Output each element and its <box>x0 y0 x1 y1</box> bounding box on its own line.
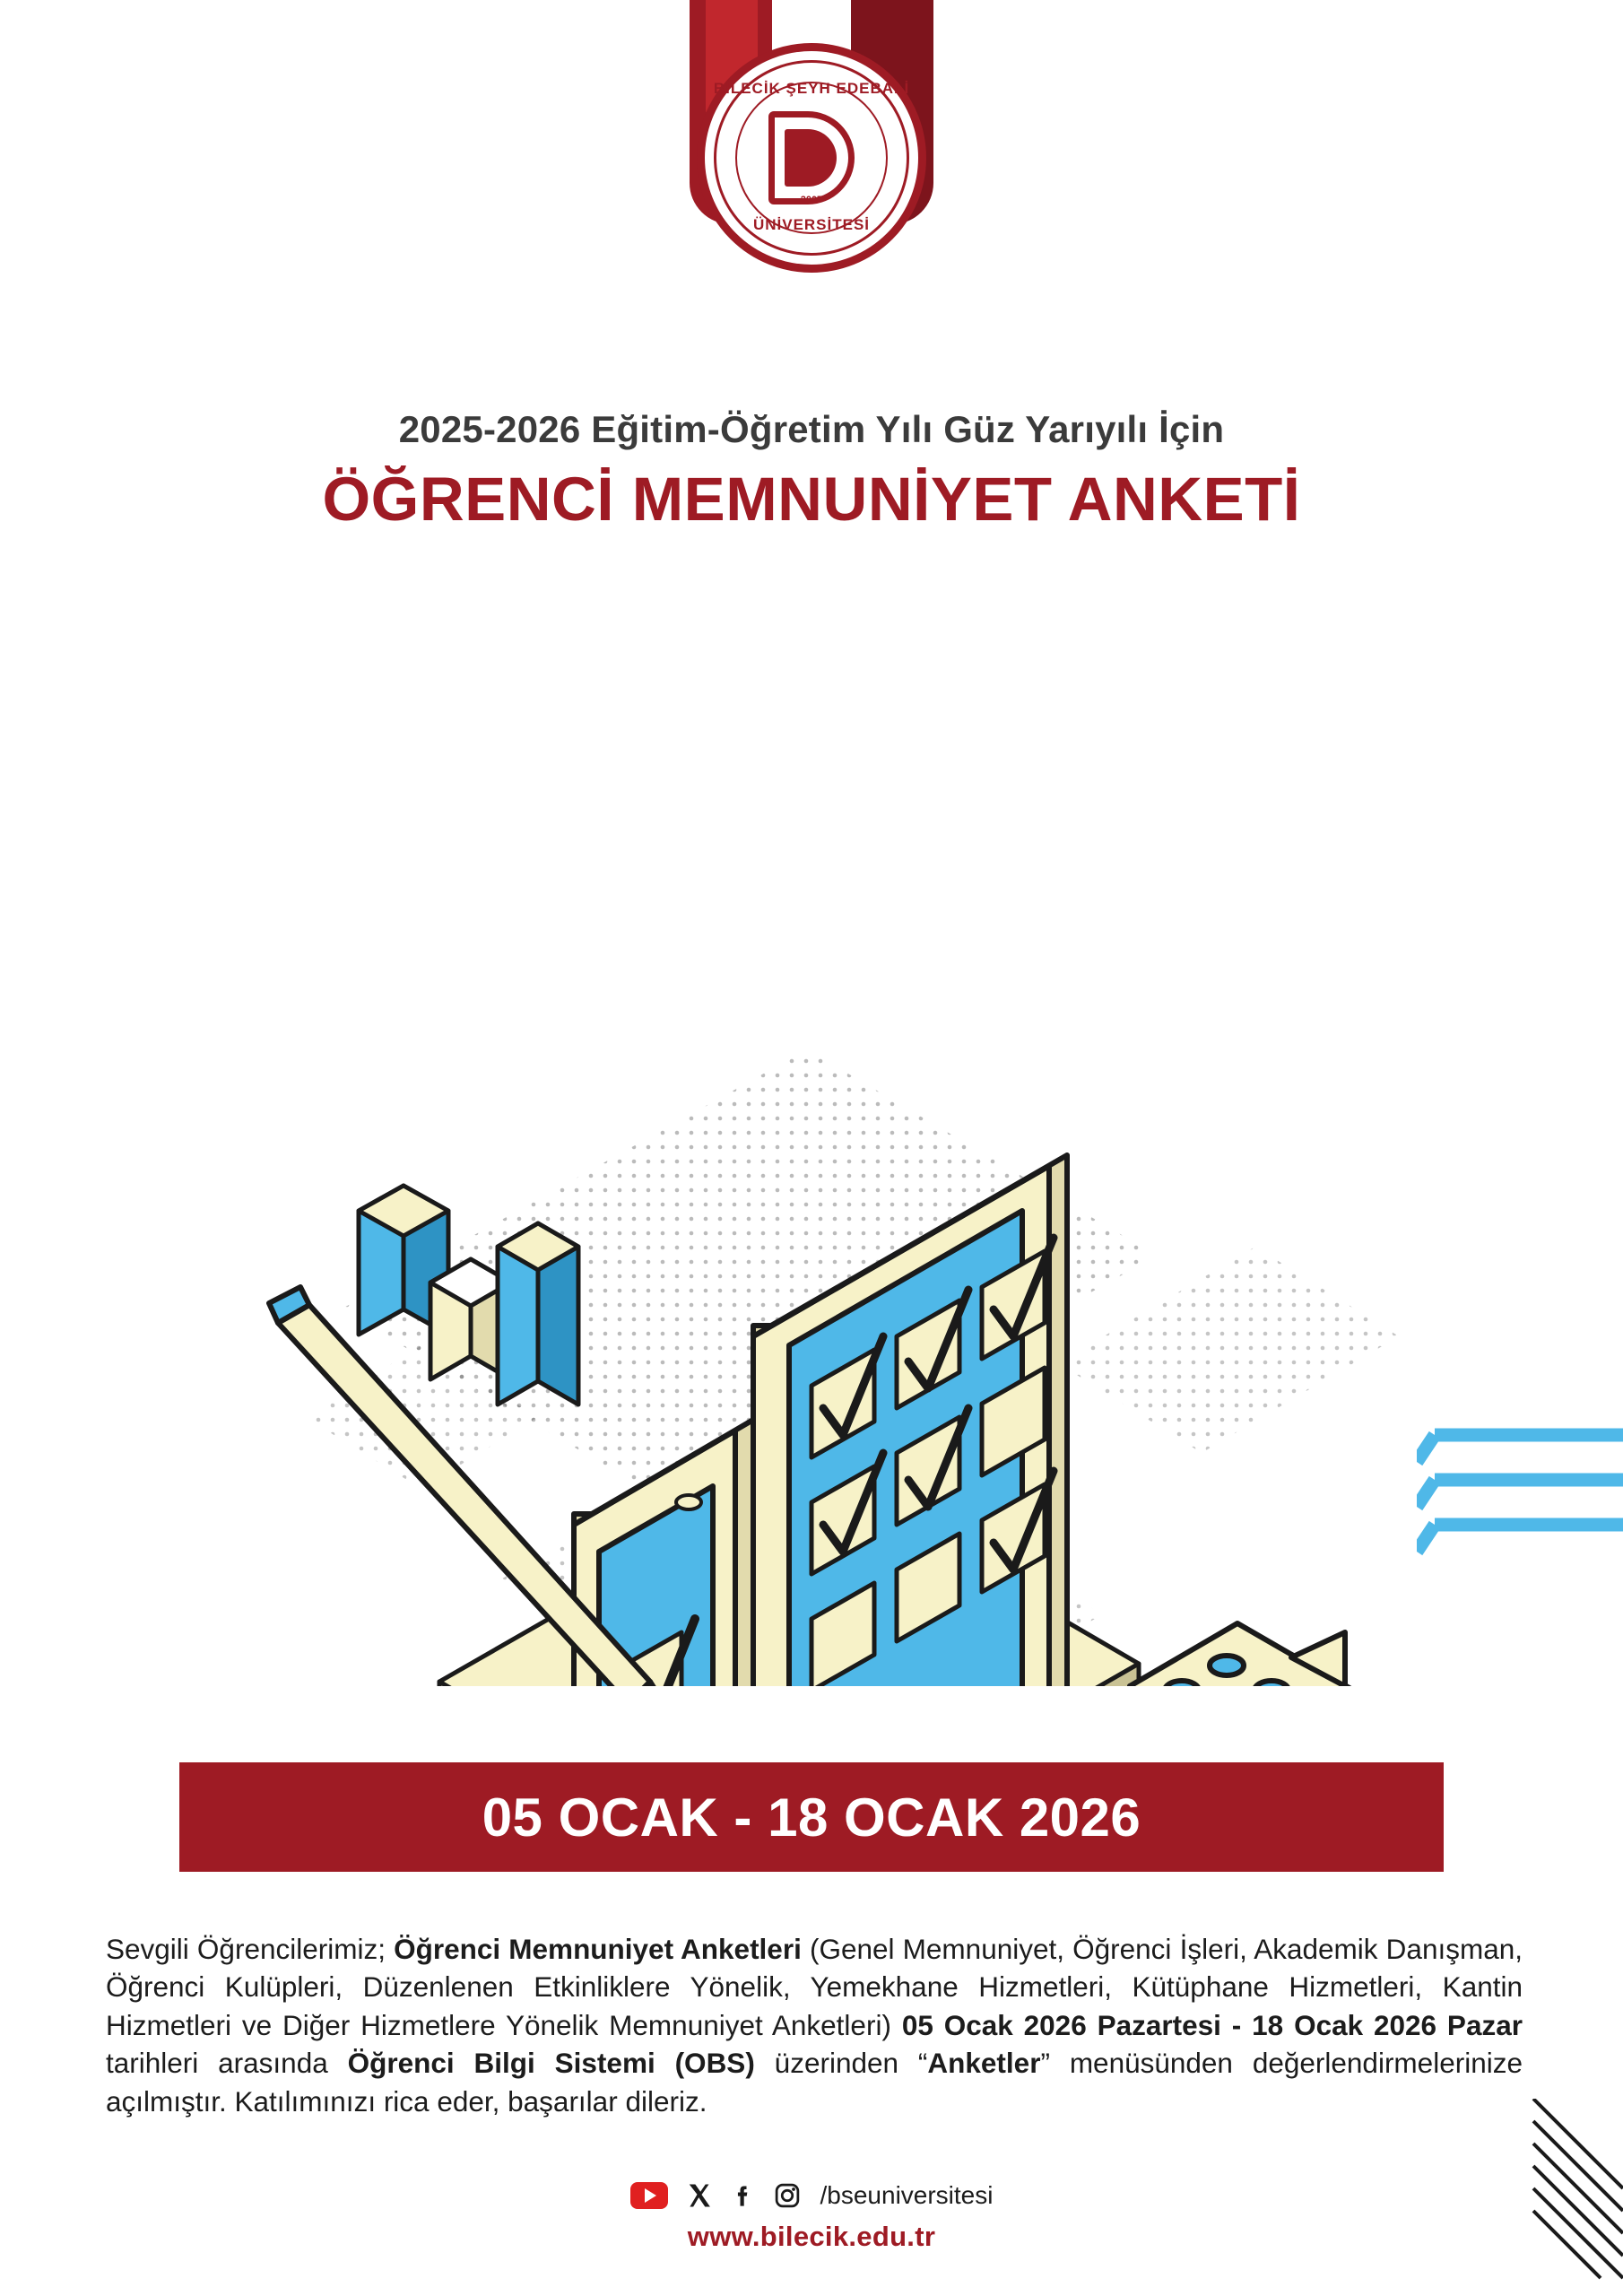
youtube-icon[interactable] <box>630 2182 668 2209</box>
logo-top-text: BİLECİK ŞEYH EDEBALİ <box>713 80 910 97</box>
instagram-icon[interactable] <box>774 2182 801 2209</box>
footer <box>0 2181 1623 2253</box>
text-part-2: (Genel Memnuniyet, Öğrenci İşleri, Akademik Danışman, Öğrenci Kulüpleri, Düzenlenen Etkinliklere Yönelik, Yemekhane Hizmetleri, Kütüphane Hizmetleri, Kantin Hizmetleri ve Diğer Hizmetlere Yönelik Memnuniyet Anketleri) <box>106 1932 1523 2041</box>
date-banner <box>179 1762 1444 1872</box>
social-handle: /bseuniversitesi <box>820 2181 994 2209</box>
text-bold-4: Anketler <box>927 2047 1041 2080</box>
text-bold-2: 05 Ocak 2026 Pazartesi - 18 Ocak 2026 Pazar <box>901 2008 1523 2041</box>
survey-illustration <box>0 628 1623 1686</box>
date-range-text: 05 OCAK - 18 OCAK 2026 <box>482 1787 1141 1848</box>
facebook-icon[interactable] <box>731 2182 756 2209</box>
logo-year: 2007 <box>800 195 823 205</box>
website-url[interactable]: www.bilecik.edu.tr <box>687 2221 936 2252</box>
university-logo <box>632 0 991 323</box>
decorative-stripes-right <box>1417 1399 1623 1605</box>
text-part-3: tarihleri arasında <box>106 2047 348 2080</box>
announcement-text <box>106 1930 1523 2121</box>
logo-bottom-text: ÜNİVERSİTESİ <box>752 216 871 233</box>
page-title: ÖĞRENCİ MEMNUNİYET ANKETİ <box>322 465 1301 534</box>
text-bold-3: Öğrenci Bilgi Sistemi (OBS) <box>347 2047 755 2080</box>
x-twitter-icon[interactable] <box>686 2182 713 2209</box>
text-part-5: ” menüsünden değerlendirmelerinize açılmıştır. Katılımınızı rica eder, başarılar dileriz. <box>106 2047 1523 2118</box>
text-part-4: üzerinden “ <box>754 2047 928 2080</box>
title-block <box>0 408 1623 535</box>
logo-d-monogram-icon <box>768 111 855 204</box>
text-bold-1: Öğrenci Memnuniyet Anketleri <box>394 1932 802 1965</box>
text-part-1: Sevgili Öğrencilerimiz; <box>106 1932 395 1965</box>
logo-seal <box>697 43 926 273</box>
poster-subtitle: 2025-2026 Eğitim-Öğretim Yılı Güz Yarıyılı İçin <box>398 408 1225 450</box>
illustration-svg <box>0 628 1623 1686</box>
social-row <box>0 2181 1623 2210</box>
